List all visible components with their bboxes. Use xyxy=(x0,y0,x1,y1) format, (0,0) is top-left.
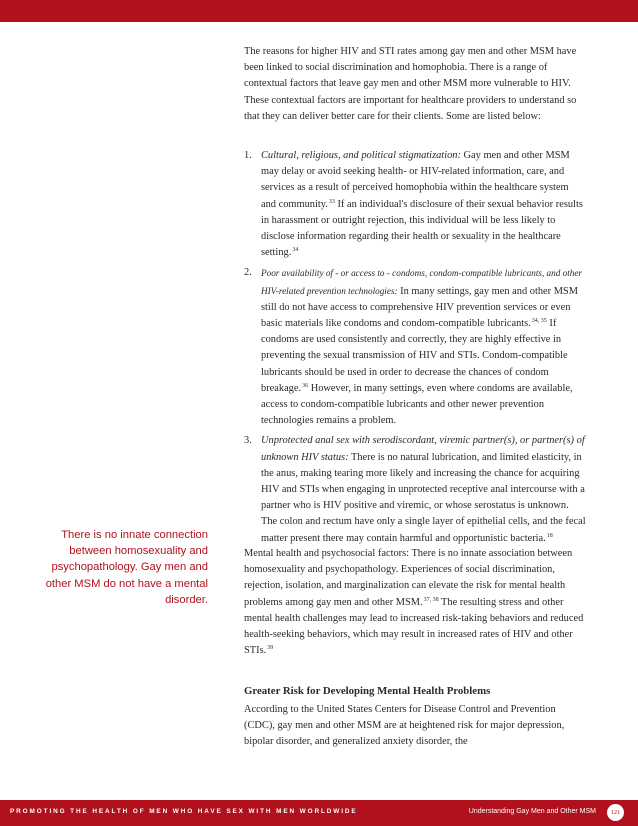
page-number-badge: 121 xyxy=(607,804,624,821)
citation: 34, 35 xyxy=(531,318,547,325)
top-banner xyxy=(0,0,638,22)
citation: 36 xyxy=(302,382,309,389)
list-number: 1. xyxy=(244,150,252,161)
contextual-factors-list xyxy=(244,148,586,551)
item-lead: Poor availability of - or access to - condoms, condom-compatible lubricants, and other HIV-related prevention technologies: xyxy=(261,268,583,296)
section-heading: Greater Risk for Developing Mental Health Problems xyxy=(244,685,491,697)
intro-paragraph xyxy=(244,44,586,125)
pull-quote: There is no innate connection between homosexuality and psychopathology. Gay men and other MSM do not have a mental disorder. xyxy=(45,529,208,606)
item-text: If condoms are used consistently and correctly, they are highly effective in preventing the sexual transmission of HIV and STIs. Condom-compatible lubricants should be used in order to decrease the chances of condom breakage. xyxy=(261,318,568,394)
cdc-paragraph xyxy=(244,702,586,751)
item-text: If an individual's disclosure of their sexual behavior results in harassment or outright rejection, this individual will be less likely to disclose information regarding their health or sexuality in the healthcare setting. xyxy=(261,198,583,259)
citation: 37, 38 xyxy=(423,596,439,603)
list-item xyxy=(244,433,586,546)
item-text: Gay men and other MSM may delay or avoid seeking health- or HIV-related information, care, and services as a result of perceived homophobia within the healthcare system and community. xyxy=(261,150,570,210)
footer-series-title: PROMOTING THE HEALTH OF MEN WHO HAVE SEX WITH MEN WORLDWIDE xyxy=(10,808,358,815)
citation: 39 xyxy=(267,645,274,652)
citation: 18 xyxy=(546,532,553,539)
list-item xyxy=(244,265,586,429)
paragraph-text: According to the United States Centers for Disease Control and Prevention (CDC), gay men and other MSM are at heightened risk for major depression, bipolar disorder, and generalized anxiety disorder, the xyxy=(244,704,565,748)
list-number: 2. xyxy=(244,267,252,279)
item-text: There is no natural lubrication, and limited elasticity, in the anus, making tearing more likely and increasing the chance for acquiring HIV and STIs when engaging in unprotected receptive anal intercourse with a partner who is HIV positive and viremic, or whose serostatus is unknown. The colon and rectum have only a single layer of epithelial cells, and the fecal matter present there may contain harmful and opportunistic bacteria. xyxy=(261,451,586,544)
item-lead: Unprotected anal sex with serodiscordant, viremic partner(s), or partner(s) of unknown HIV status: xyxy=(261,435,585,463)
footer-bar xyxy=(0,800,638,826)
intro-text: The reasons for higher HIV and STI rates among gay men and other MSM have been linked to social discrimination and homophobia. There is a range of contextual factors that leave gay men and other MSM more vulnerable to HIV. These contextual factors are important for healthcare providers to understand so that they can deliver better care for their clients. Some are listed below: xyxy=(244,46,577,122)
item-text: In many settings, gay men and other MSM still do not have access to comprehensive HIV prevention services or even basic materials like condoms and condom-compatible lubricants. xyxy=(261,285,578,330)
item-text: However, in many settings, even where condoms are available, access to condom-compatible lubricants and other newer prevention technologies remains a problem. xyxy=(261,382,573,427)
mental-health-paragraph xyxy=(244,546,586,659)
paragraph-text: The resulting stress and other mental health challenges may lead to increased risk-taking behaviors and reduced health-seeking behaviors, which may result in increased rates of HIV and other STIs. xyxy=(244,596,584,657)
citation: 34 xyxy=(292,247,299,254)
footer-section-title: Understanding Gay Men and Other MSM xyxy=(468,808,596,815)
list-item xyxy=(244,148,586,261)
item-lead: Cultural, religious, and political stigmatization: xyxy=(261,150,461,161)
paragraph-text: Mental health and psychosocial factors: There is no innate association between homosexuality and psychopathology. Experiences of social discrimination, rejection, isolation, and marginalization can elevate the risk for mental health problems among gay men and other MSM. xyxy=(244,548,573,608)
citation: 33 xyxy=(328,198,335,205)
list-number: 3. xyxy=(244,435,252,447)
